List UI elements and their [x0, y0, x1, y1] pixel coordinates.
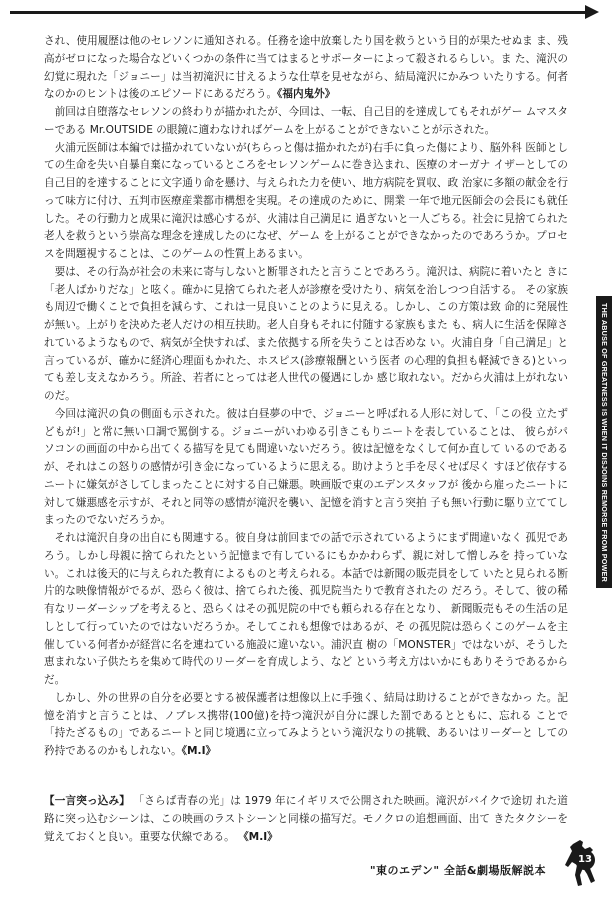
paragraph: しかし、外の世界の自分を必要とする被保護者は想像以上に手強く、結局は助けることができなかっ た。記憶を消すと言うことは、ノブレス携帯(100億)を持つ滝沢が自分に課した罰であるとともに、忘れる ことで「持たざるもの」であるニートと同じ境遇に立ってみようという滝沢なりの挑戦、あるいはリーダーと しての矜持であるのかもしれない。《M.I》	[44, 691, 568, 757]
paragraph: それは滝沢自身の出自にも関連する。彼自身は前回までの話で示されているようにまず間違いなく 孤児であろう。しかし母親に捨てられたという記憶まで有しているにもかかわらず、親に対して憎しみを 持っていない。これは後天的に与えられた教育によるものと考えられる。本話では新聞の販売員をして いたと見られる断片的な映像情報がでるが、恐らく彼は、捨てられた後、孤児院当たりで教育されたの だろう。そして、彼の稀有なリーダーシップを考えると、恐らくはその孤児院の中でも頼られる存在となり、 新聞販売もその生活の足しとして行っていたのではないだろうか。そしてこれも想像ではあるが、そ の孤児院は恐らくこのゲームを主催している何者かが経営に名を連ねている施設に違いない。浦沢直 樹の「MONSTER」ではないが、そうした恵まれない子供たちを集めて時代のリーダーを育成しよう、など という考え方はいかにもありそうであるからだ。	[44, 532, 568, 686]
signature: 《福内鬼外》	[277, 88, 336, 101]
footer-title: "東のエデン" 全話&劇場版解説本	[369, 864, 546, 877]
header-rule	[10, 11, 590, 14]
aside-note	[44, 793, 568, 846]
signature: 《M.I》	[238, 830, 278, 843]
paragraph: 要は、その行為が社会の未来に寄与しないと断罪されたと言うことであろう。滝沢は、病院に着いたと きに「老人ばかりだな」と呟く。確かに見捨てられた老人が診療を受けたり、病気を治しつつ自活する。 その家族も周辺で働くことで負担を減らす、これは一見良いことのように見える。しかし、この方策は致 命的に発展性が無い。上がりを決めた老人だけの相互扶助。老人自身もそれに付随する家族もまた も、病人に生活を保障されているようなもので、病気が全快すれば、また依拠する所を失うことは否めな い。火浦自身「自己満足」と言っているが、確かに経済心理面もかれた、ホスピス(診療報酬という医者 の心理的負担も軽減できる)といっても差し支えなかろう。所詮、若者にとっては老人世代の優遇にしか 感じ取れない。だから火浦は上がれないのだ。	[44, 265, 568, 402]
paragraph: され、使用履歴は他のセレソンに通知される。任務を途中放棄したり国を救うという目的が果たせぬま ま、残高がゼロになった場合などいくつかの条件に当てはまるとサポーターによって殺されるらしい。ま た、滝沢の幻覚に現れた「ジョニー」は当初滝沢に甘えるような仕草を見せながら、結局滝沢にかみつ いたりする。何者なのかのヒントは後のエピソードにあるだろう。《福内鬼外》	[44, 35, 568, 101]
side-tab-text: THE ABUSE OF GREATNESS IS WHEN IT DISJOINS REMORSE FROM POWER	[600, 302, 609, 582]
aside-label: 【一言突っ込み】	[44, 795, 130, 807]
header-arrow-icon	[585, 5, 599, 19]
page-number: 13	[575, 850, 595, 870]
paragraph: 今回は滝沢の負の側面も示された。彼は白昼夢の中で、ジョニーと呼ばれる人形に対して、「この役 立たずどもが!」と常に無い口調で罵倒する。ジョニーがいわゆる引きこもりニートを表していることは、 彼らがパソコンの画面の中から出てくる描写を見ても間違いないだろう。彼は記憶をなくして何か直して いるのであるが、それはこの怒りの感情が引き金になっているように思える。助けようと手を尽くせば尽く すほど依存するニートに嫌気がさしてしまったことに対する自己嫌悪。映画版で東のエデンスタッフが 後から雇ったニートに対して嫌悪感を示すが、それと同等の感情が滝沢を襲い、記憶を消すと言う突拍 子も無い行動に駆り立ててしまったのでないだろうか。	[44, 407, 568, 527]
aside-text: 「さらば青春の光」は 1979 年にイギリスで公開された映画。滝沢がバイクで途切 れた道路に突っ込むシーンは、この映画のラストシーンと同様の描写だ。モノクロの追想画面、出て きたタクシーを覚えておくと良い。重要な伏線である。	[44, 795, 569, 843]
paragraph: 前回は自堕落なセレソンの終わりが描かれたが、今回は、一転、自己目的を達成してもそれがゲー ムマスターである Mr.OUTSIDE の眼鏡に適わなければゲームを上がることができないことが示された。	[44, 106, 568, 136]
signature: 《M.I》	[181, 745, 217, 757]
article-body	[44, 33, 568, 761]
paragraph: 火浦元医師は本編では描かれていないが(ちらっと傷は描かれたが)右手に負った傷により、脳外科 医師としての生命を失い自暴自棄になっているところをセレソンゲームに巻き込まれ、医療のオーガナ イザーとしての自己目的を達することに文字通り命を懸け、与えられた力を使い、地方病院を買収、政 治家に多額の献金を行って味方に付け、五判市医療産業都市構想を実現。その達成のために、開業 一年で地元医師会の会長にも就任した。その行動力と成果に滝沢は感心するが、火浦は自己満足に 過ぎないと一人ごちる。社会に見捨てられた老人を救うという崇高な理念を達成したのになぜ、ゲーム を上がることができなかったのであろうか。プロセスを問題視することは、このゲームの性質上あるまい。	[44, 141, 568, 260]
